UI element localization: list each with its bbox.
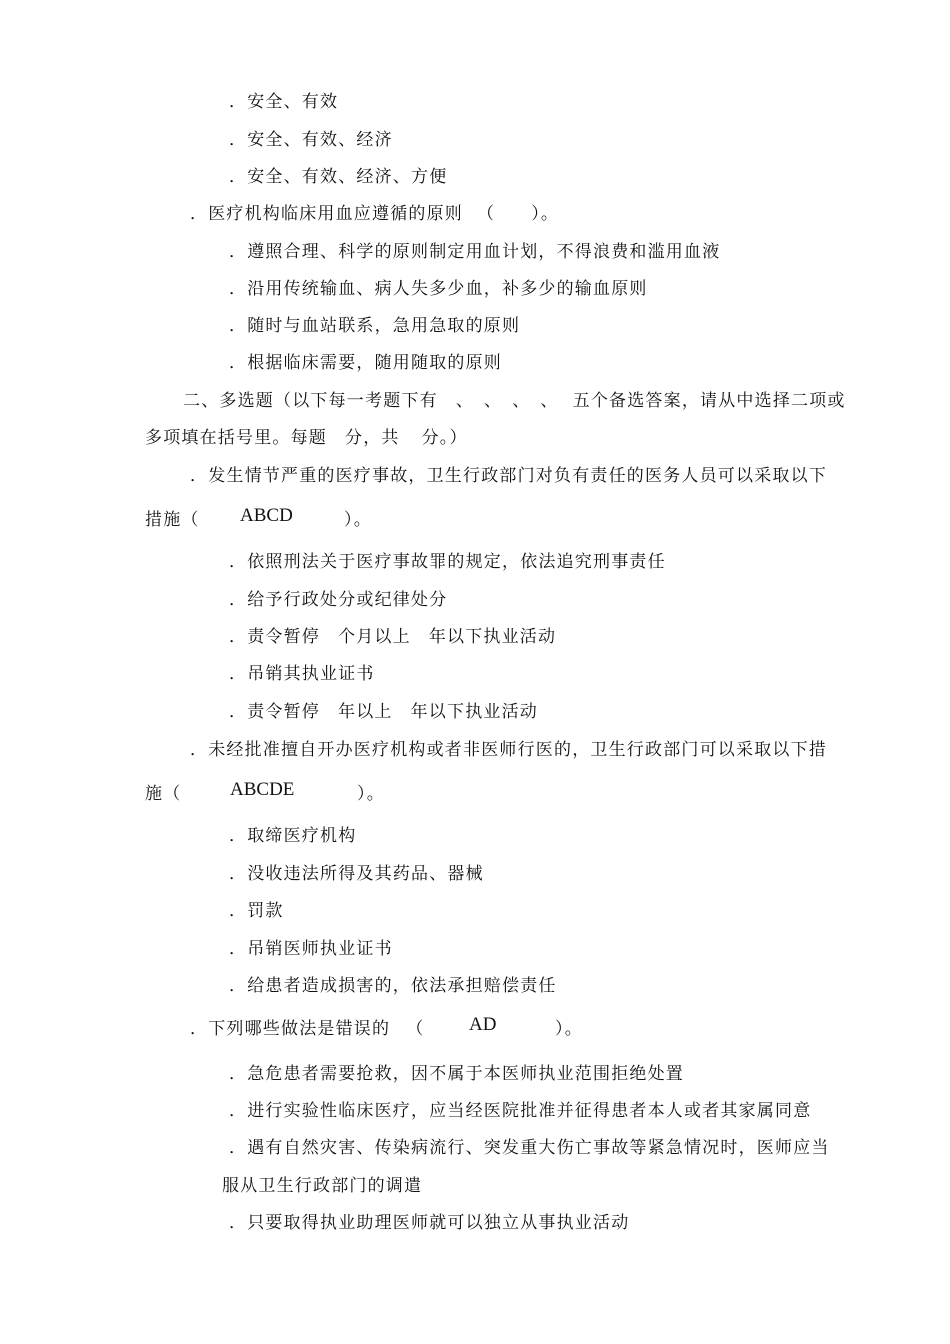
answer-text: ABCDE	[230, 779, 295, 800]
option-text: ．安全、有效、经济	[229, 130, 393, 150]
option-text: ．责令暂停 年以上 年以下执业活动	[229, 702, 539, 722]
blank-close: ）。	[357, 784, 385, 804]
blank-open: （	[477, 204, 496, 224]
option-text: ．罚款	[229, 901, 284, 921]
option-text: ．急危患者需要抢救，因不属于本医师执业范围拒绝处置	[229, 1064, 684, 1084]
blank-close: ）。	[531, 204, 560, 224]
option-text: ．给予行政处分或纪律处分	[229, 590, 448, 610]
option-text: ．安全、有效、经济、方便	[229, 167, 448, 187]
answer-text: AD	[469, 1014, 497, 1035]
option-text: ．随时与血站联系，急用急取的原则	[229, 316, 521, 336]
option-text: ．取缔医疗机构	[229, 826, 357, 846]
option-text: ．吊销医师执业证书	[229, 939, 393, 959]
option-text: ．进行实验性临床医疗，应当经医院批准并征得患者本人或者其家属同意	[229, 1101, 812, 1121]
question-stem: ．发生情节严重的医疗事故，卫生行政部门对负有责任的医务人员可以采取以下	[190, 466, 827, 486]
question-stem-cont: 措施（	[145, 510, 200, 530]
question-stem: ．下列哪些做法是错误的 （	[190, 1019, 425, 1039]
question-stem: ．未经批准擅自开办医疗机构或者非医师行医的，卫生行政部门可以采取以下措	[190, 740, 827, 760]
option-text: ．没收违法所得及其药品、器械	[229, 864, 484, 884]
section-heading: 二、多选题（以下每一考题下有 、 、 、 、 五个备选答案，请从中选择二项或	[183, 391, 846, 411]
blank-close: ）。	[344, 510, 372, 530]
option-text: ．遇有自然灾害、传染病流行、突发重大伤亡事故等紧急情况时，医师应当	[229, 1138, 830, 1158]
option-text: ．责令暂停 个月以上 年以下执业活动	[229, 627, 557, 647]
option-text: ．给患者造成损害的，依法承担赔偿责任	[229, 976, 557, 996]
option-text: ．只要取得执业助理医师就可以独立从事执业活动	[229, 1213, 630, 1233]
section-instructions: 多项填在括号里。每题 分，共 分。）	[145, 428, 468, 448]
option-text: ．沿用传统输血、病人失多少血，补多少的输血原则	[229, 279, 648, 299]
answer-text: ABCD	[240, 505, 293, 526]
option-text-cont: 服从卫生行政部门的调遣	[222, 1176, 423, 1196]
question-text: ．医疗机构临床用血应遵循的原则	[190, 204, 463, 224]
question-stem	[190, 202, 559, 226]
question-stem-cont: 施（	[145, 784, 182, 804]
option-text: ．根据临床需要，随用随取的原则	[229, 353, 502, 373]
option-text: ．吊销其执业证书	[229, 664, 375, 684]
option-text: ．依照刑法关于医疗事故罪的规定，依法追究刑事责任	[229, 552, 666, 572]
option-text: ．安全、有效	[229, 92, 339, 112]
blank-close: ）。	[555, 1019, 583, 1039]
option-text: ．遵照合理、科学的原则制定用血计划，不得浪费和滥用血液	[229, 242, 721, 262]
